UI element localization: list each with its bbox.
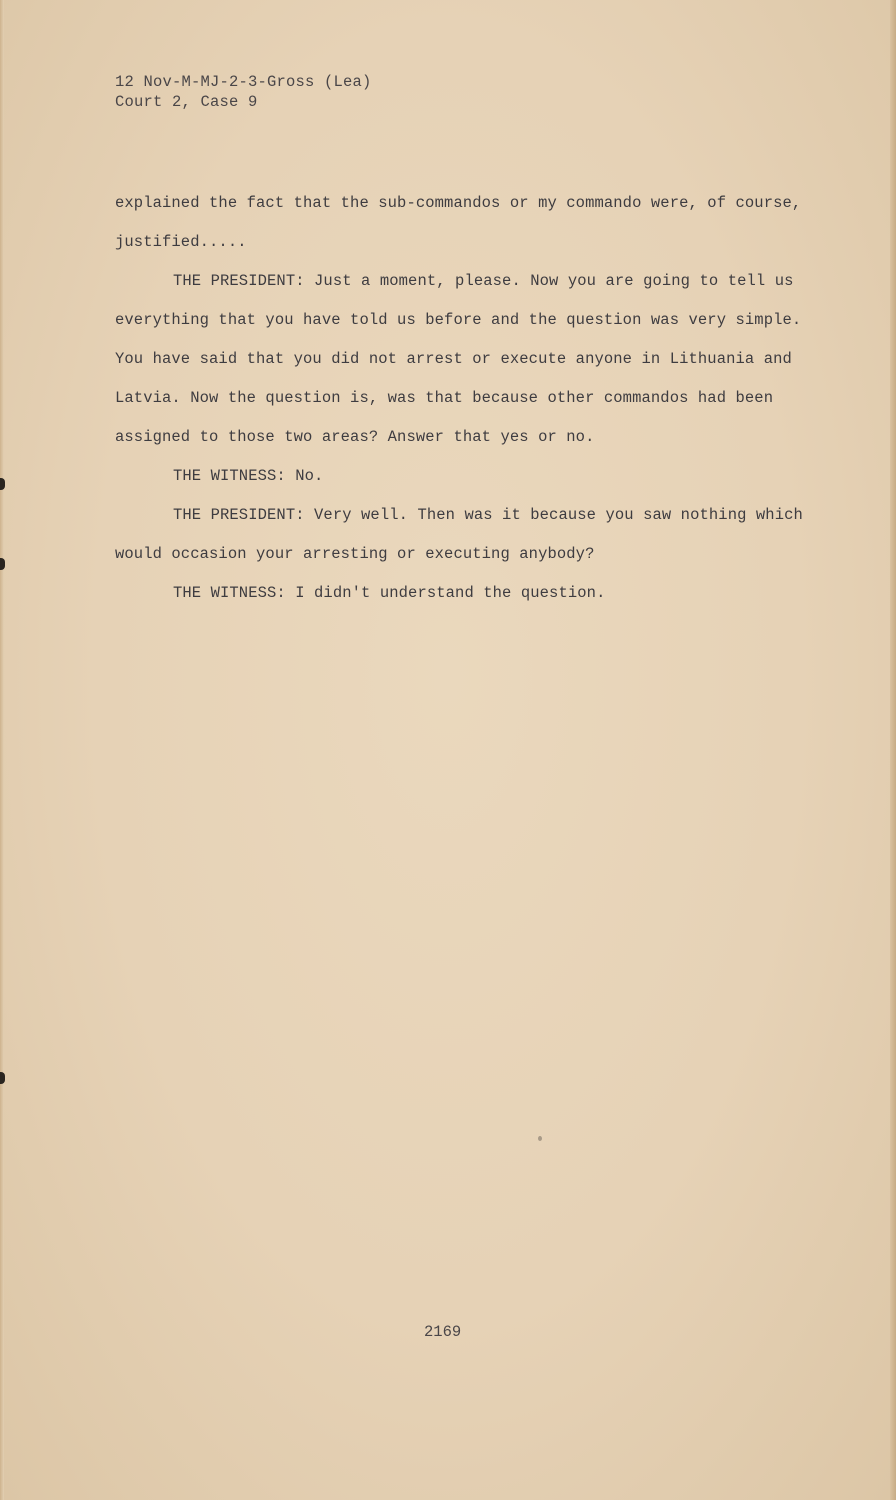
page-left-edge [0,0,4,1500]
transcript-paragraph: THE PRESIDENT: Very well. Then was it because you saw nothing which would occasion your arresting or executing anybody? [115,506,803,563]
transcript-paragraph: THE WITNESS: I didn't understand the question. [173,584,606,602]
document-header [115,72,372,112]
transcript-paragraph: explained the fact that the sub-commandos or my commando were, of course, justified..... [115,194,802,251]
header-session-line: 12 Nov-M-MJ-2-3-Gross (Lea) [115,73,372,91]
header-court-line: Court 2, Case 9 [115,93,258,111]
transcript-paragraph: THE WITNESS: No. [173,467,324,485]
page-number: 2169 [424,1323,462,1341]
binding-hole [0,1072,5,1084]
paper-speck [538,1136,542,1141]
binding-hole [0,478,5,490]
transcript-body [115,184,825,613]
page-right-edge [890,0,896,1500]
transcript-paragraph: THE PRESIDENT: Just a moment, please. Now you are going to tell us everything that you have told us before and the question was very simple. You have said that you did not arrest or execute anyone in Lithuania and Latvia. Now the question is, was that because other commandos had been assigned to those two areas? Answer that yes or no. [115,272,802,446]
binding-hole [0,558,5,570]
